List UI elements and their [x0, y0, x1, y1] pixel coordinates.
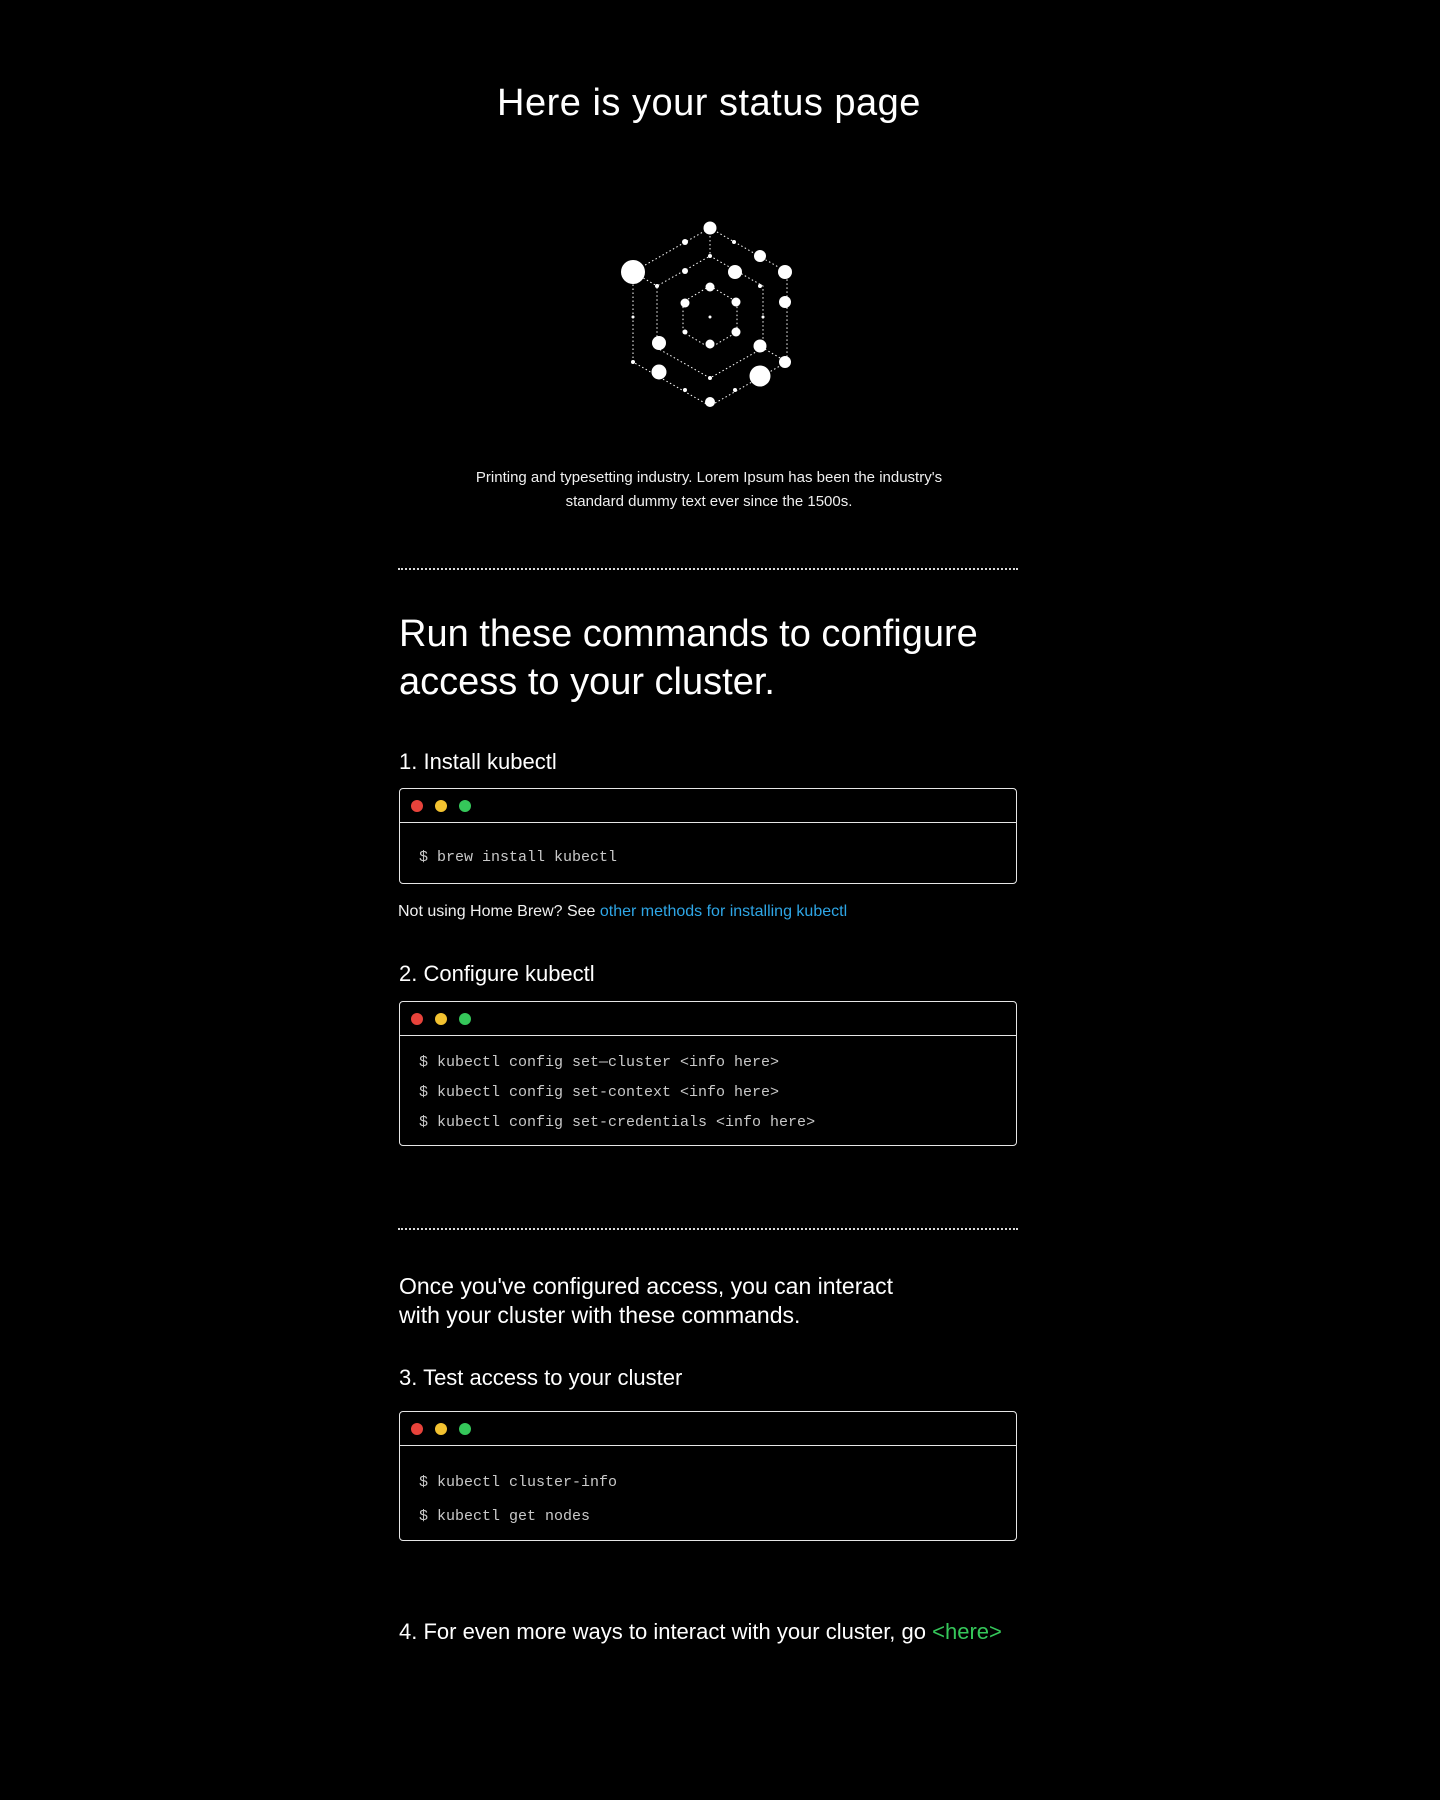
install-methods-link[interactable]: other methods for installing kubectl [599, 903, 848, 920]
install-note [398, 903, 847, 921]
terminal-window-configure [399, 1001, 1017, 1146]
terminal-window-test [399, 1411, 1017, 1541]
red-dot-icon [411, 1013, 423, 1025]
section-divider [398, 568, 1018, 570]
command-line[interactable]: $ kubectl config set-context <info here> [419, 1084, 780, 1101]
configure-heading: Run these commands to configure access to your cluster. [399, 613, 978, 703]
step-4-title [399, 1614, 1039, 1650]
green-dot-icon [459, 800, 471, 812]
terminal-window-install [399, 788, 1017, 884]
terminal-body [400, 823, 1016, 873]
terminal-title-bar [400, 1412, 1016, 1446]
step-2-title: 2. Configure kubectl [399, 961, 595, 986]
step-1-title: 1. Install kubectl [399, 749, 557, 774]
terminal-body [400, 1446, 1016, 1534]
step-4-text: 4. For even more ways to interact with your cluster, go [399, 1619, 933, 1644]
command-line[interactable]: $ kubectl config set-credentials <info here> [419, 1114, 816, 1131]
red-dot-icon [411, 1423, 423, 1435]
green-dot-icon [459, 1423, 471, 1435]
terminal-body [400, 1036, 1016, 1138]
terminal-title-bar [400, 789, 1016, 823]
hexagon-network-logo-icon [616, 212, 804, 412]
install-note-text: Not using Home Brew? See [398, 903, 600, 920]
command-line[interactable]: $ kubectl cluster-info [419, 1474, 618, 1491]
red-dot-icon [411, 800, 423, 812]
command-line[interactable]: $ kubectl config set—cluster <info here> [419, 1054, 780, 1071]
command-line[interactable]: $ brew install kubectl [419, 849, 618, 866]
step-3-title: 3. Test access to your cluster [399, 1365, 683, 1390]
command-line[interactable]: $ kubectl get nodes [419, 1508, 591, 1525]
here-link[interactable]: <here> [932, 1619, 1002, 1644]
green-dot-icon [459, 1013, 471, 1025]
page-title: Here is your status page [497, 82, 921, 124]
interact-heading: Once you've configured access, you can interact with your cluster with these commands. [399, 1273, 894, 1328]
yellow-dot-icon [435, 800, 447, 812]
yellow-dot-icon [435, 1423, 447, 1435]
yellow-dot-icon [435, 1013, 447, 1025]
intro-text: Printing and typesetting industry. Lorem Ipsum has been the industry's standard dummy text ever since the 1500s. [475, 469, 943, 510]
section-divider [398, 1228, 1018, 1230]
terminal-title-bar [400, 1002, 1016, 1036]
